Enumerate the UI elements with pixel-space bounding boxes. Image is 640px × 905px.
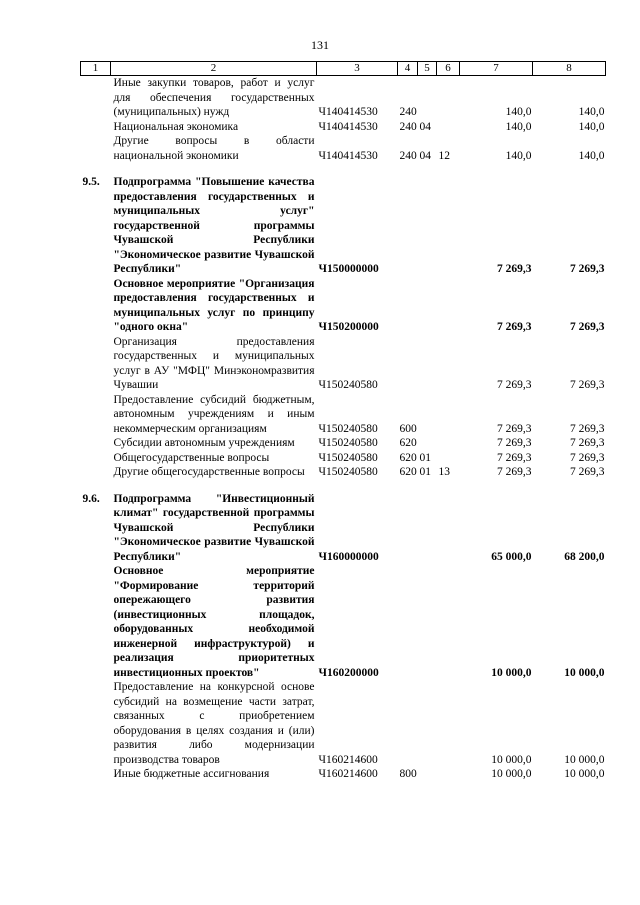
row-amount-2022: 68 200,0 [564, 550, 605, 563]
row-rz [418, 175, 437, 277]
table-row [81, 767, 606, 782]
row-rz [418, 335, 437, 393]
row-pr [437, 120, 460, 135]
row-number [81, 767, 111, 782]
row-number: 9.5. [82, 176, 100, 188]
row-vr: 240 [399, 106, 417, 118]
header-col-7: 7 [460, 62, 533, 76]
row-number [81, 76, 111, 120]
table-row [81, 277, 606, 335]
row-code: Ч150240580 [318, 466, 378, 478]
spacer-row [81, 480, 606, 492]
row-amount-2021: 7 269,3 [497, 437, 532, 449]
row-amount-2022: 7 269,3 [570, 422, 605, 435]
row-name: Предоставление на конкурсной основе субсидий на возмещение части затрат, связанных с приобретением оборудования в целях создания и (или) развития либо модернизации производства товаров [113, 681, 315, 766]
row-code: Ч140414530 [318, 120, 378, 133]
table-row [81, 465, 606, 480]
table-row [81, 335, 606, 393]
row-pr [437, 175, 460, 277]
row-pr [437, 436, 460, 451]
row-vr: 620 [399, 466, 417, 478]
row-rz [418, 393, 437, 437]
row-vr: 240 [399, 120, 417, 133]
row-vr [398, 680, 418, 767]
row-pr: 13 [438, 466, 450, 478]
row-number [81, 393, 111, 437]
row-amount-2021: 10 000,0 [491, 753, 532, 766]
row-name: Основное мероприятие "Формирование территорий опережающего развития (инвестиционных площадок, оборудованных необходимой инженерной инфраструктурой) и реализация приоритетных инвестиционных проектов" [113, 565, 315, 679]
row-amount-2021: 140,0 [505, 106, 532, 118]
table-row [81, 134, 606, 163]
row-code: Ч150240580 [318, 422, 378, 435]
row-name: Иные бюджетные ассигнования [113, 768, 270, 780]
header-col-6: 6 [437, 62, 460, 76]
row-amount-2022: 7 269,3 [570, 379, 605, 391]
row-pr [437, 680, 460, 767]
row-pr [437, 492, 460, 565]
row-code: Ч140414530 [318, 149, 378, 162]
header-col-4: 4 [398, 62, 418, 76]
row-pr [437, 564, 460, 680]
row-amount-2021: 7 269,3 [497, 422, 532, 435]
row-amount-2021: 140,0 [505, 120, 532, 133]
row-pr [437, 277, 460, 335]
row-rz [418, 76, 437, 120]
row-amount-2021: 140,0 [505, 149, 532, 162]
table-row [81, 120, 606, 135]
row-name: Подпрограмма "Повышение качества предоставления государственных и муниципальных услуг" государственной программы Чувашской Республики "Экономическое развитие Чувашской Республики" [113, 176, 315, 275]
row-amount-2021: 7 269,3 [497, 466, 532, 478]
row-amount-2021: 65 000,0 [491, 550, 532, 563]
row-amount-2022: 10 000,0 [564, 753, 605, 766]
row-pr [437, 767, 460, 782]
row-number [81, 120, 111, 135]
row-amount-2022: 140,0 [578, 106, 605, 118]
row-vr [398, 175, 418, 277]
row-pr [437, 451, 460, 466]
row-code: Ч160214600 [318, 753, 378, 766]
row-amount-2022: 7 269,3 [570, 466, 605, 478]
spacer-row [81, 163, 606, 175]
table-row [81, 76, 606, 120]
row-amount-2021: 10 000,0 [491, 666, 532, 679]
row-name: Другие общегосударственные вопросы [113, 466, 305, 478]
row-rz [418, 277, 437, 335]
row-name: Иные закупки товаров, работ и услуг для обеспечения государственных (муниципальных) нужд [113, 77, 315, 118]
row-number [81, 564, 111, 680]
row-amount-2022: 140,0 [578, 149, 605, 162]
row-rz [418, 564, 437, 680]
row-vr: 620 [399, 437, 417, 449]
row-vr [398, 492, 418, 565]
row-code: Ч150240580 [318, 379, 378, 391]
row-pr [437, 76, 460, 120]
row-code: Ч140414530 [318, 106, 378, 118]
header-row [81, 62, 606, 76]
row-name: Подпрограмма "Инвестиционный климат" государственной программы Чувашской Республики "Экономическое развитие Чувашской Республики" [113, 492, 315, 563]
row-number [81, 680, 111, 767]
row-rz [418, 436, 437, 451]
row-code: Ч150240580 [318, 437, 378, 449]
row-name: Другие вопросы в области национальной экономики [113, 135, 315, 162]
row-number [81, 277, 111, 335]
row-amount-2022: 7 269,3 [570, 437, 605, 449]
row-name: Национальная экономика [113, 120, 239, 133]
table-row [81, 451, 606, 466]
budget-table [80, 61, 606, 782]
row-amount-2022: 10 000,0 [564, 768, 605, 780]
row-amount-2021: 7 269,3 [497, 451, 532, 464]
row-vr: 600 [399, 422, 417, 435]
row-number: 9.6. [82, 492, 100, 505]
table-row [81, 175, 606, 277]
table-row [81, 564, 606, 680]
row-number [81, 451, 111, 466]
row-vr [398, 277, 418, 335]
table-row [81, 393, 606, 437]
row-rz: 01 [419, 466, 431, 478]
row-name: Предоставление субсидий бюджетным, автономным учреждениям и иным некоммерческим организациям [113, 393, 315, 435]
row-rz [418, 492, 437, 565]
row-rz [418, 767, 437, 782]
header-col-1: 1 [81, 62, 111, 76]
header-col-3: 3 [317, 62, 398, 76]
row-code: Ч150000000 [318, 263, 379, 275]
row-name: Общегосударственные вопросы [113, 451, 270, 464]
table-row [81, 436, 606, 451]
header-col-5: 5 [418, 62, 437, 76]
page-number: 131 [311, 38, 329, 52]
row-pr [437, 393, 460, 437]
row-amount-2022: 7 269,3 [570, 451, 605, 464]
row-name: Основное мероприятие "Организация предоставления государственных и муниципальных услуг по принципу "одного окна" [113, 277, 315, 333]
row-vr: 620 [399, 451, 417, 464]
row-rz [418, 680, 437, 767]
row-vr: 240 [399, 149, 417, 162]
row-amount-2022: 140,0 [578, 120, 605, 133]
row-rz: 04 [419, 120, 431, 133]
row-code: Ч160200000 [318, 666, 379, 679]
row-number [81, 134, 111, 163]
row-amount-2021: 10 000,0 [491, 768, 532, 780]
table-row [81, 492, 606, 565]
row-vr: 800 [399, 768, 417, 780]
row-rz: 01 [419, 451, 431, 464]
row-vr [398, 564, 418, 680]
row-amount-2022: 7 269,3 [570, 263, 605, 275]
row-number [81, 436, 111, 451]
row-code: Ч150200000 [318, 321, 379, 333]
row-name: Организация предоставления государственных и муниципальных услуг в АУ "МФЦ" Минэкономразвития Чувашии [113, 335, 315, 391]
header-col-2: 2 [111, 62, 317, 76]
row-number [81, 465, 111, 480]
table-row [81, 680, 606, 767]
row-code: Ч160000000 [318, 550, 379, 563]
row-amount-2022: 10 000,0 [564, 666, 605, 679]
row-amount-2021: 7 269,3 [497, 379, 532, 391]
row-number [81, 335, 111, 393]
row-pr [437, 335, 460, 393]
row-rz: 04 [419, 149, 431, 162]
row-name: Субсидии автономным учреждениям [113, 437, 295, 449]
header-col-8: 8 [533, 62, 606, 76]
row-amount-2021: 7 269,3 [497, 263, 532, 275]
row-vr [398, 335, 418, 393]
row-code: Ч150240580 [318, 451, 378, 464]
row-amount-2022: 7 269,3 [570, 321, 605, 333]
row-amount-2021: 7 269,3 [497, 321, 532, 333]
row-pr: 12 [438, 149, 450, 162]
row-code: Ч160214600 [318, 768, 378, 780]
